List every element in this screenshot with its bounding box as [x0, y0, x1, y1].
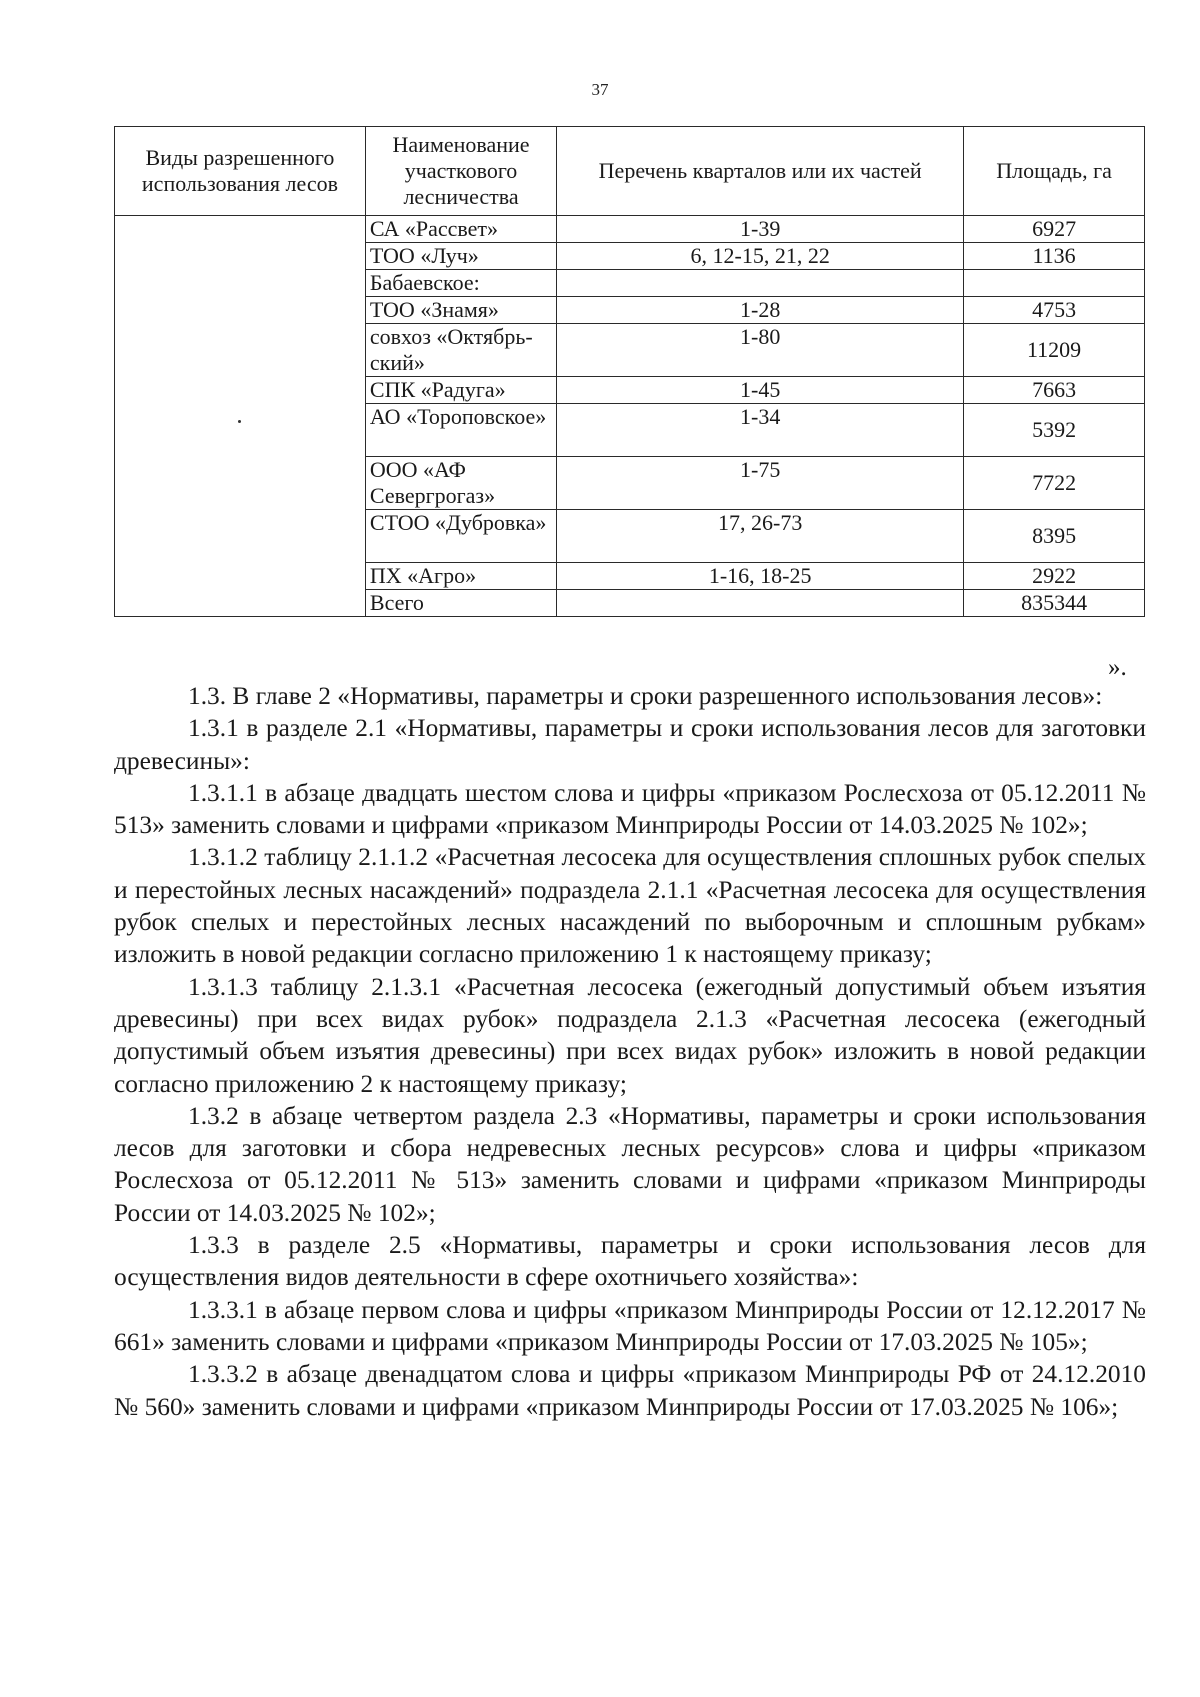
total-area-cell: 835344	[964, 590, 1145, 617]
area-cell: 11209	[964, 324, 1145, 377]
forestry-name-cell: Бабаевское:	[365, 270, 556, 297]
quarters-cell: 1-16, 18-25	[557, 563, 964, 590]
forestry-name-cell: ООО «АФ Севергрогаз»	[365, 457, 556, 510]
area-cell: 4753	[964, 297, 1145, 324]
header-area: Площадь, га	[964, 127, 1145, 216]
area-cell	[964, 270, 1145, 297]
paragraph-1-3-1-3: 1.3.1.3 таблицу 2.1.3.1 «Расчетная лесосека (ежегодный допустимый объем изъятия древесины) при всех видах рубок» подраздела 2.1.3 «Расчетная лесосека (ежегодный допустимый объем изъятия древесины) при всех видах рубок» изложить в новой редакции согласно приложению 2 к настоящему приказу;	[114, 972, 1146, 1098]
quarters-cell: 1-34	[557, 404, 964, 457]
area-cell: 6927	[964, 216, 1145, 243]
paragraph-1-3-3: 1.3.3 в разделе 2.5 «Нормативы, параметры и сроки использования лесов для осуществления видов деятельности в сфере охотничьего хозяйства»:	[114, 1231, 1146, 1292]
table-header-row	[115, 127, 1145, 216]
forestry-name-cell: ТОО «Луч»	[365, 243, 556, 270]
header-quarters-list: Перечень кварталов или их частей	[557, 127, 964, 216]
usage-type-cell-empty	[115, 216, 366, 617]
area-cell: 7722	[964, 457, 1145, 510]
paragraph-1-3: 1.3. В главе 2 «Нормативы, параметры и сроки разрешенного использования лесов»:	[188, 682, 1103, 710]
quarters-cell: 1-80	[557, 324, 964, 377]
area-cell: 5392	[964, 404, 1145, 457]
scan-speck	[238, 420, 241, 423]
quarters-cell	[557, 270, 964, 297]
paragraph-1-3-1: 1.3.1 в разделе 2.1 «Нормативы, параметры и сроки использования лесов для заготовки древесины»:	[114, 714, 1146, 775]
area-cell: 1136	[964, 243, 1145, 270]
table-row	[115, 216, 1145, 243]
header-forestry-name: Наименование участкового лесничества	[365, 127, 556, 216]
quarters-cell: 6, 12-15, 21, 22	[557, 243, 964, 270]
area-cell: 7663	[964, 377, 1145, 404]
forest-areas-table	[114, 126, 1145, 617]
amendment-text	[114, 680, 1146, 1423]
forestry-name-cell: ТОО «Знамя»	[365, 297, 556, 324]
paragraph-1-3-1-2: 1.3.1.2 таблицу 2.1.1.2 «Расчетная лесосека для осуществления сплошных рубок спелых и перестойных лесных насаждений» подраздела 2.1.1 «Расчетная лесосека для осуществления рубок спелых и перестойных лесных насаждений по выборочным и сплошным рубкам» изложить в новой редакции согласно приложению 1 к настоящему приказу;	[114, 843, 1146, 969]
area-cell: 2922	[964, 563, 1145, 590]
quarters-cell: 1-39	[557, 216, 964, 243]
quarters-cell: 1-45	[557, 377, 964, 404]
forestry-name-cell: СТОО «Дубровка»	[365, 510, 556, 563]
page-number: 37	[591, 80, 609, 99]
area-cell: 8395	[964, 510, 1145, 563]
paragraph-1-3-2: 1.3.2 в абзаце четвертом раздела 2.3 «Нормативы, параметры и сроки использования лесов для заготовки и сбора недревесных лесных ресурсов» слова и цифры «приказом Рослесхоза от 05.12.2011 № 513» заменить словами и цифрами «приказом Минприроды России от 14.03.2025 № 102»;	[114, 1101, 1146, 1227]
paragraph-1-3-3-1: 1.3.3.1 в абзаце первом слова и цифры «приказом Минприроды России от 12.12.2017 № 661» заменить словами и цифрами «приказом Минприроды России от 17.03.2025 № 105»;	[114, 1295, 1146, 1356]
closing-quote: ».	[1108, 654, 1127, 681]
quarters-cell: 1-75	[557, 457, 964, 510]
forestry-name-cell: СПК «Радуга»	[365, 377, 556, 404]
quarters-cell: 17, 26-73	[557, 510, 964, 563]
quarters-cell: 1-28	[557, 297, 964, 324]
total-label-cell: Всего	[365, 590, 556, 617]
forestry-name-cell: ПХ «Агро»	[365, 563, 556, 590]
header-usage-types: Виды разрешенного использования лесов	[115, 127, 366, 216]
forestry-name-cell: совхоз «Октябрь-ский»	[365, 324, 556, 377]
forestry-name-cell: АО «Тороповское»	[365, 404, 556, 457]
forestry-name-cell: СА «Рассвет»	[365, 216, 556, 243]
quarters-cell	[557, 590, 964, 617]
paragraph-1-3-3-2: 1.3.3.2 в абзаце двенадцатом слова и цифры «приказом Минприроды РФ от 24.12.2010 № 560» заменить словами и цифрами «приказом Минприроды России от 17.03.2025 № 106»;	[114, 1360, 1146, 1421]
paragraph-1-3-1-1: 1.3.1.1 в абзаце двадцать шестом слова и цифры «приказом Рослесхоза от 05.12.2011 № 513» заменить словами и цифрами «приказом Минприроды России от 14.03.2025 № 102»;	[114, 778, 1146, 840]
